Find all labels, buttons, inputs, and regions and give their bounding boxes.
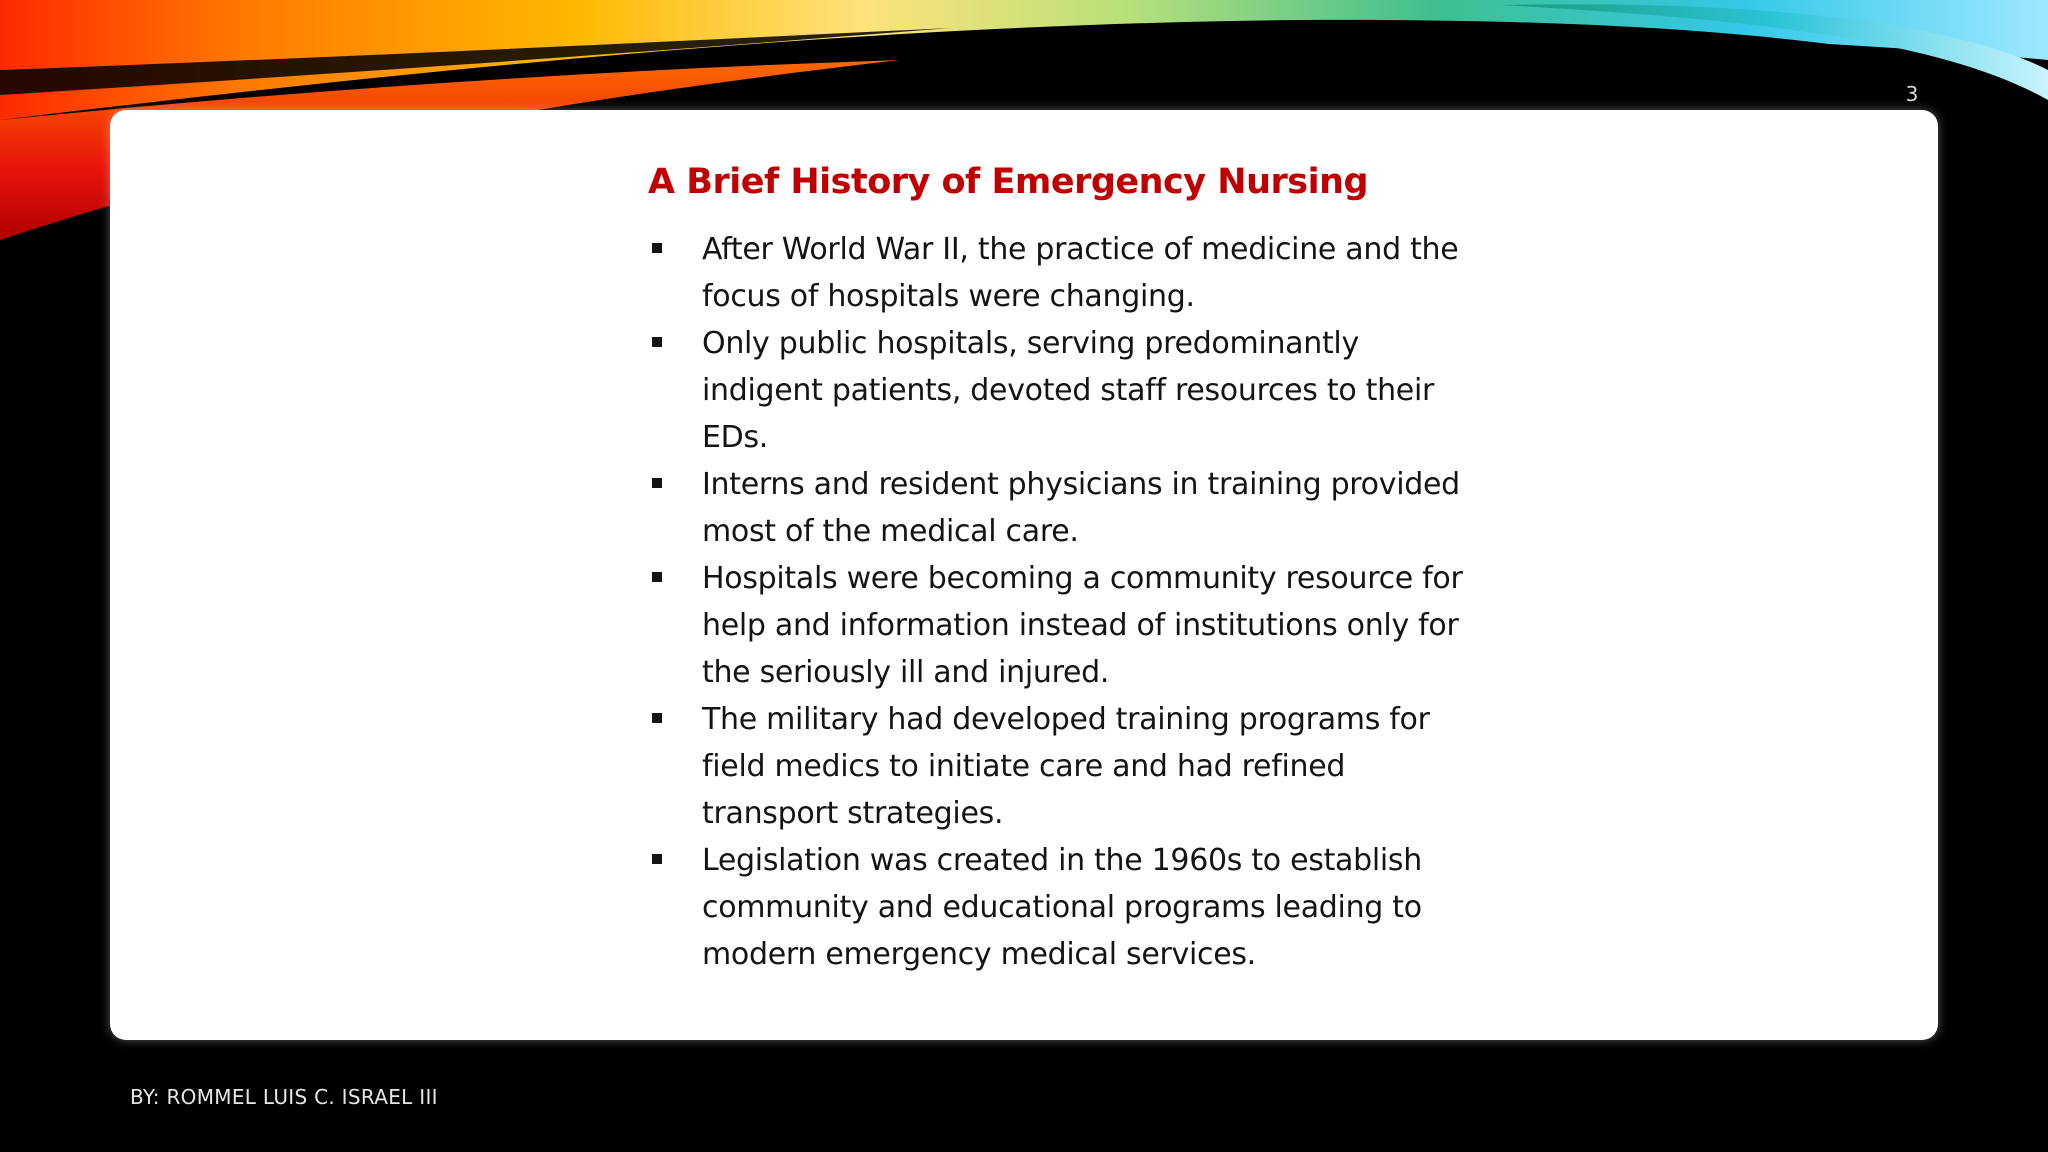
bullet-item: [648, 837, 1468, 978]
bullet-item: [648, 320, 1468, 461]
footer-author: BY: ROMMEL LUIS C. ISRAEL III: [130, 1085, 438, 1109]
square-bullet-icon: [652, 572, 662, 582]
square-bullet-icon: [652, 478, 662, 488]
bullet-text: Only public hospitals, serving predominantly indigent patients, devoted staff resources to their EDs.: [702, 325, 1435, 455]
slide-number: 3: [1905, 82, 1919, 106]
bullet-text: Hospitals were becoming a community resource for help and information instead of institutions only for the seriously ill and injured.: [702, 560, 1463, 690]
bullet-list: [648, 226, 1468, 978]
square-bullet-icon: [652, 713, 662, 723]
bullet-text: The military had developed training programs for field medics to initiate care and had refined transport strategies.: [702, 701, 1430, 831]
square-bullet-icon: [652, 854, 662, 864]
card-inner: [648, 160, 1468, 978]
content-card: [110, 110, 1938, 1040]
bullet-item: [648, 461, 1468, 555]
bullet-item: [648, 555, 1468, 696]
bullet-text: Interns and resident physicians in training provided most of the medical care.: [702, 466, 1460, 549]
square-bullet-icon: [652, 243, 662, 253]
bullet-item: [648, 696, 1468, 837]
bullet-text: After World War II, the practice of medicine and the focus of hospitals were changing.: [702, 231, 1459, 314]
square-bullet-icon: [652, 337, 662, 347]
slide-title: A Brief History of Emergency Nursing: [648, 162, 1369, 202]
bullet-item: [648, 226, 1468, 320]
bullet-text: Legislation was created in the 1960s to establish community and educational programs leading to modern emergency medical services.: [702, 842, 1422, 972]
